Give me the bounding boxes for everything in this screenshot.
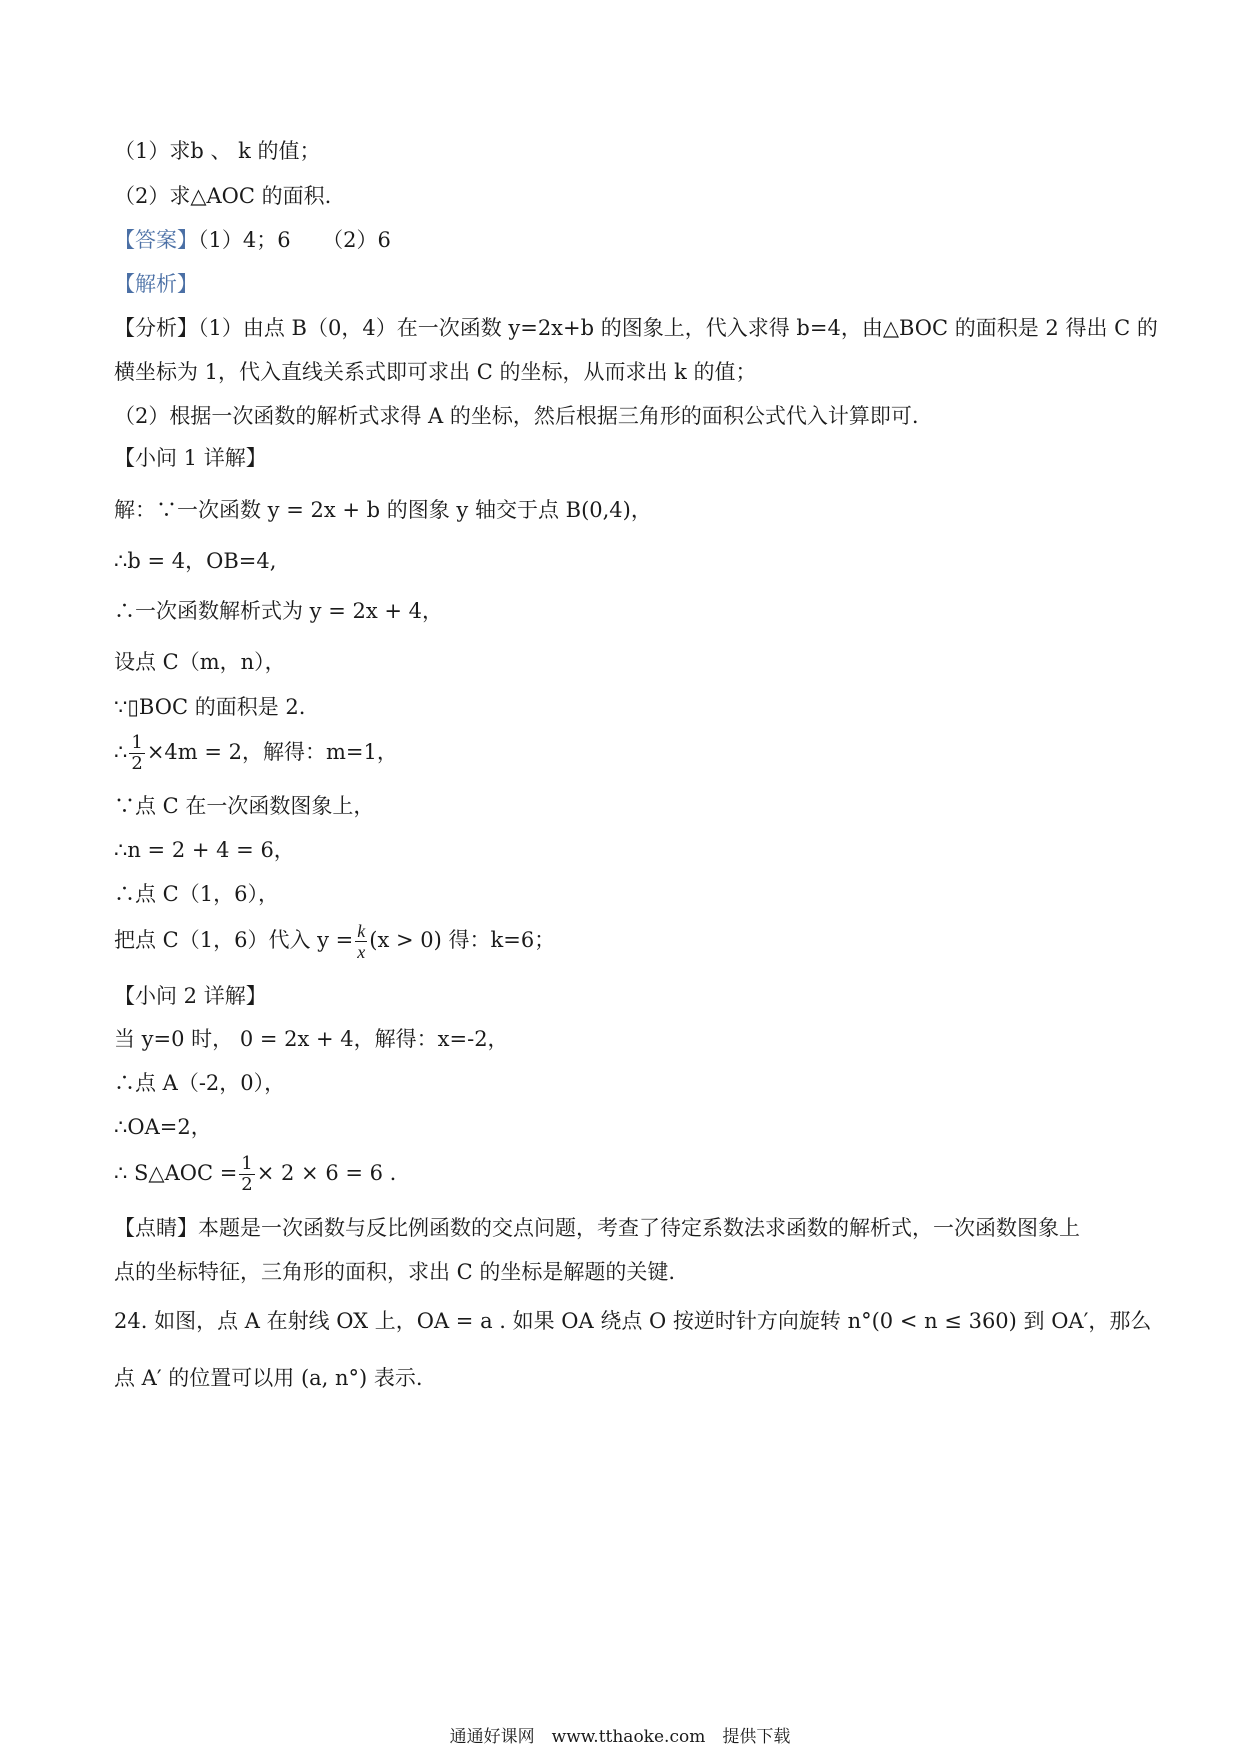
solution-1-line-4: 设点 C（m，n）， xyxy=(114,650,286,674)
question-24-line-1: 24. 如图，点 A 在射线 OX 上，OA = a . 如果 OA 绕点 O 按逆时针方向旋转 n°(0 < n ≤ 360) 到 OA′，那么 xyxy=(114,1309,1152,1333)
substitute-result: (x > 0) 得：k=6； xyxy=(369,928,556,952)
solution-1-line-1: 解：∵一次函数 y = 2x + b 的图象 y 轴交于点 B(0,4)， xyxy=(114,498,652,522)
answer-line xyxy=(114,225,391,255)
question-24-line-2: 点 A′ 的位置可以用 (a, n°) 表示. xyxy=(114,1366,423,1390)
solution-1-line-10 xyxy=(114,918,555,962)
subquestion-2-title: 【小问 2 详解】 xyxy=(114,984,267,1008)
solution-2-line-3: ∴OA=2， xyxy=(114,1115,212,1139)
solution-1-line-5: ∵▯BOC 的面积是 2. xyxy=(114,695,306,719)
area-expression: ∴ S△AOC = xyxy=(114,1161,238,1185)
substitute-text: 把点 C（1，6）代入 y = xyxy=(114,928,354,952)
therefore-symbol: ∴ xyxy=(114,740,128,764)
solution-1-line-7: ∵点 C 在一次函数图象上， xyxy=(114,794,375,818)
fraction-numerator: 1 xyxy=(241,1153,253,1174)
solution-2-line-1: 当 y=0 时， 0 = 2x + 4，解得：x=-2， xyxy=(114,1027,509,1051)
equation-rest: ×4m = 2，解得：m=1， xyxy=(146,740,398,764)
answer-text: （1）4；6 （2）6 xyxy=(198,228,391,252)
answer-tag: 【答案】 xyxy=(114,228,198,252)
solution-1-line-8: ∴n = 2 + 4 = 6， xyxy=(114,838,295,862)
fenxi-line-2: 横坐标为 1，代入直线关系式即可求出 C 的坐标，从而求出 k 的值； xyxy=(114,360,757,384)
solution-1-line-9: ∴点 C（1，6）， xyxy=(114,882,279,906)
area-result: × 2 × 6 = 6 . xyxy=(256,1161,397,1185)
comment-line-1: 【点睛】本题是一次函数与反比例函数的交点问题，考查了待定系数法求函数的解析式，一次函数图象上 xyxy=(114,1216,1080,1240)
subquestion-1-title: 【小问 1 详解】 xyxy=(114,446,267,470)
fraction-denominator: x xyxy=(357,942,366,962)
fenxi-line-3: （2）根据一次函数的解析式求得 A 的坐标，然后根据三角形的面积公式代入计算即可. xyxy=(114,404,919,428)
fraction-numerator: 1 xyxy=(131,732,143,753)
analysis-heading: 【解析】 xyxy=(114,272,198,296)
solution-1-line-6 xyxy=(114,730,398,774)
solution-2-line-4 xyxy=(114,1150,396,1196)
fraction-one-half xyxy=(239,1154,254,1195)
question-part-1: （1）求b 、 k 的值； xyxy=(114,139,321,163)
fenxi-line-1 xyxy=(114,313,1158,343)
fraction-k-over-x xyxy=(355,921,367,962)
fraction-denominator: 2 xyxy=(241,1174,253,1195)
solution-1-line-3: ∴一次函数解析式为 y = 2x + 4， xyxy=(114,599,443,623)
page-footer: 通通好课网 www.tthaoke.com 提供下载 xyxy=(449,1727,791,1747)
solution-1-line-2: ∴b = 4，OB=4, xyxy=(114,549,277,573)
comment-line-2: 点的坐标特征，三角形的面积，求出 C 的坐标是解题的关键. xyxy=(114,1260,676,1284)
fenxi-tag: 【分析】 xyxy=(114,316,198,340)
fraction-one-half xyxy=(129,733,144,774)
fraction-denominator: 2 xyxy=(131,753,143,774)
question-part-2: （2）求△AOC 的面积. xyxy=(114,184,332,208)
solution-2-line-2: ∴点 A（-2，0）， xyxy=(114,1071,286,1095)
fenxi-text-1: （1）由点 B（0，4）在一次函数 y=2x+b 的图象上，代入求得 b=4，由△BOC 的面积是 2 得出 C 的 xyxy=(198,316,1158,340)
fraction-numerator: k xyxy=(357,921,366,941)
